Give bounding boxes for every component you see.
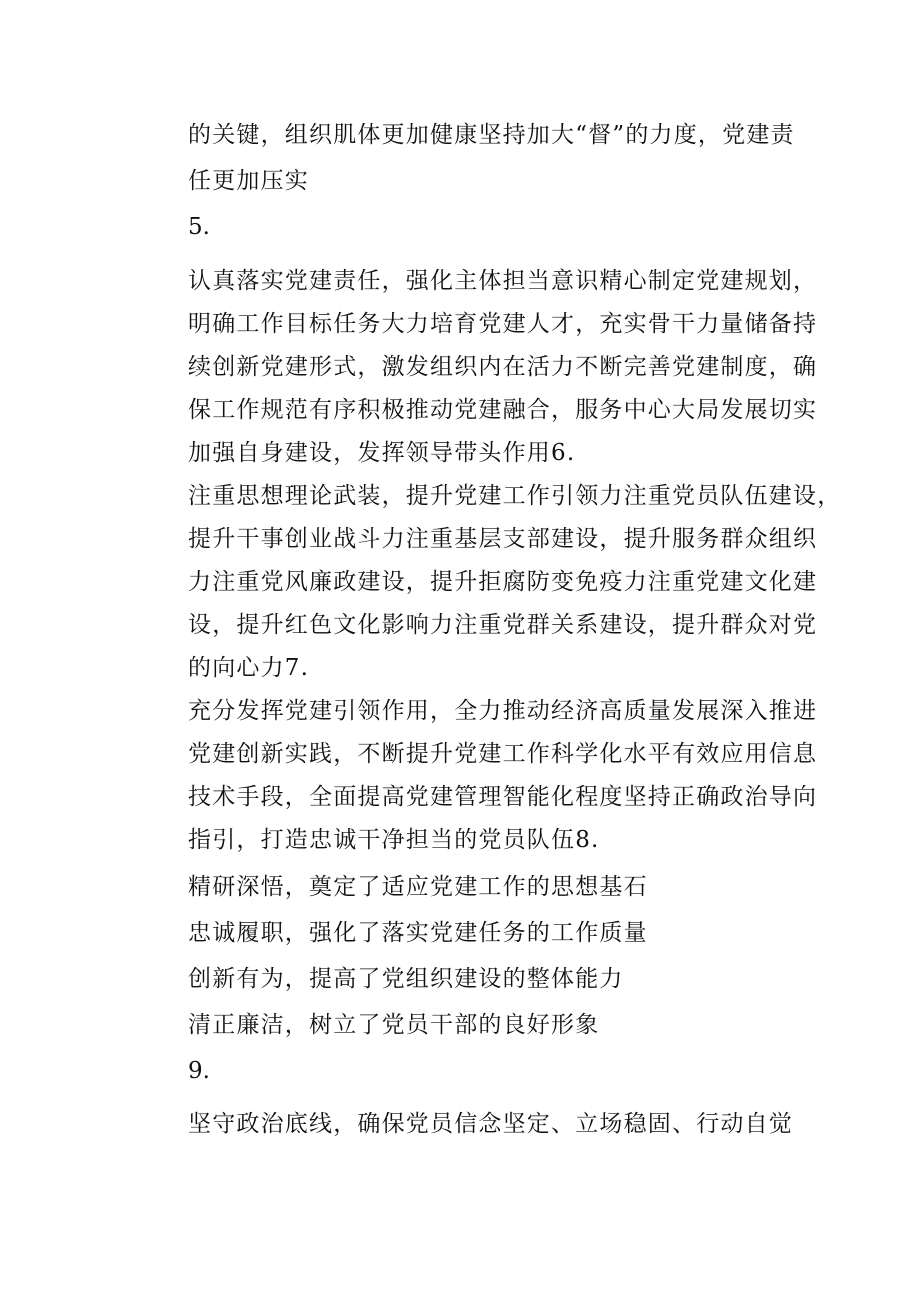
text-line: 认真落实党建责任，强化主体担当意识精心制定党建规划， (188, 268, 818, 294)
text-line: 力注重党风廉政建设，提升拒腐防变免疫力注重党建文化建 (188, 569, 818, 595)
text-line: 的关键，组织肌体更加健康坚持加大“督”的力度，党建责 (188, 122, 795, 148)
text-line: 任更加压实 (188, 168, 309, 194)
section-number: 5. (188, 214, 210, 240)
text-line: 明确工作目标任务大力培育党建人才，充实骨干力量储备持 (188, 311, 818, 337)
text-line: 充分发挥党建引领作用，全力推动经济高质量发展深入推进 (188, 698, 818, 724)
text-line: 精研深悟，奠定了适应党建工作的思想基石 (188, 874, 648, 900)
text-line: 指引，打造忠诚干净担当的党员队伍8. (188, 827, 600, 853)
text-line: 的向心力7. (188, 655, 310, 681)
text-line: 技术手段，全面提高党建管理智能化程度坚持正确政治导向 (188, 784, 818, 810)
text-line: 设，提升红色文化影响力注重党群关系建设，提升群众对党 (188, 612, 818, 638)
text-line: 党建创新实践，不断提升党建工作科学化水平有效应用信息 (188, 741, 818, 767)
text-line: 续创新党建形式，激发组织内在活力不断完善党建制度，确 (188, 354, 818, 380)
text-line: 忠诚履职，强化了落实党建任务的工作质量 (188, 920, 648, 946)
text-line: 提升干事创业战斗力注重基层支部建设，提升服务群众组织 (188, 526, 818, 552)
text-line: 坚守政治底线，确保党员信念坚定、立场稳固、行动自觉 (188, 1111, 793, 1137)
section-number: 9. (188, 1058, 210, 1084)
text-line: 保工作规范有序积极推动党建融合，服务中心大局发展切实 (188, 397, 818, 423)
text-line: 清正廉洁，树立了党员干部的良好形象 (188, 1012, 600, 1038)
text-line: 注重思想理论武装，提升党建工作引领力注重党员队伍建设， (188, 483, 842, 509)
text-line: 创新有为，提高了党组织建设的整体能力 (188, 966, 624, 992)
text-line: 加强自身建设，发挥领导带头作用6. (188, 440, 576, 466)
